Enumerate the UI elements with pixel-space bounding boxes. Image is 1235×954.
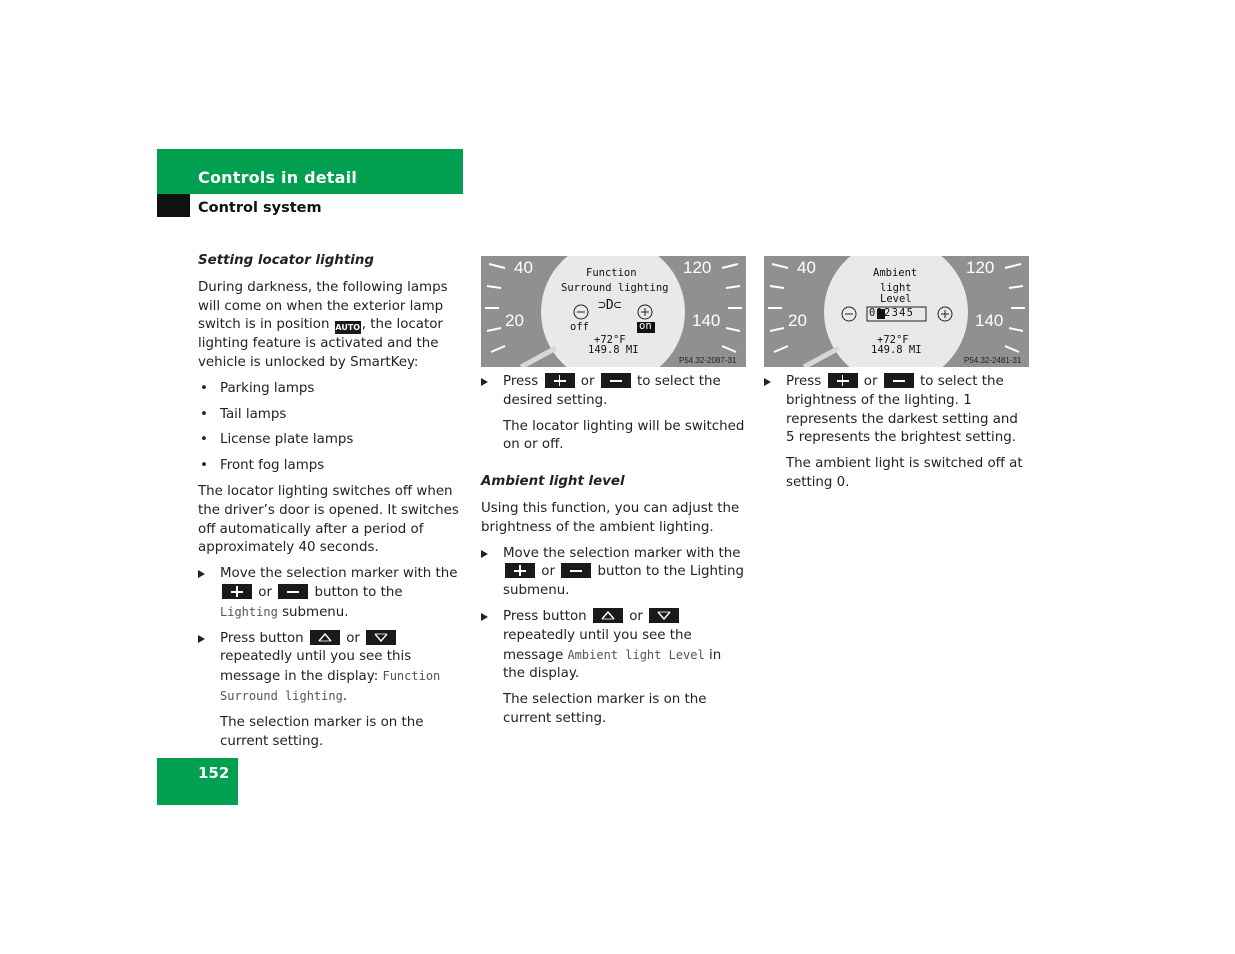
down-button-icon xyxy=(366,630,396,645)
plus-button-icon xyxy=(505,563,535,578)
heading-ambient-light: Ambient light level xyxy=(481,474,625,490)
step-move-marker: Move the selection marker with the or button to the Lighting submenu. xyxy=(481,545,747,601)
auto-key-icon: AUTO xyxy=(335,323,361,333)
minus-button-icon xyxy=(561,563,591,578)
section-title: Controls in detail xyxy=(198,168,357,187)
ambient-off-note: The ambient light is switched off at setting 0. xyxy=(786,456,1023,490)
down-button-icon xyxy=(649,608,679,623)
heading-locator-lighting: Setting locator lighting xyxy=(198,253,374,268)
step-arrow-icon xyxy=(198,635,205,643)
intro-paragraph: During darkness, the following lamps will come on when the exterior lamp switch is in position AUTO , the locator lighting feature is activated and the vehicle is unlocked by SmartKey: xyxy=(198,279,448,370)
list-item: • Tail lamps xyxy=(198,406,464,425)
headlamp-icon: ⊃D⊂ xyxy=(598,298,622,313)
step-arrow-icon xyxy=(764,378,771,386)
step-select-brightness: Press or to select the brightness of the lighting. 1 represents the darkest setting and 5 represents the brightest setting. xyxy=(764,373,1030,448)
plus-button-icon xyxy=(545,373,575,388)
column-3 xyxy=(764,373,1030,500)
column-1 xyxy=(198,252,464,758)
step-arrow-icon xyxy=(481,378,488,386)
column-2 xyxy=(481,373,747,736)
page-number: 152 xyxy=(198,764,230,782)
plus-button-icon xyxy=(828,373,858,388)
step-move-marker: Move the selection marker with the or button to the Lighting submenu. xyxy=(198,565,464,622)
minus-button-icon xyxy=(884,373,914,388)
step-arrow-icon xyxy=(481,550,488,558)
ambient-paragraph: Using this function, you can adjust the brightness of the ambient lighting. xyxy=(481,500,740,535)
list-item: • Front fog lamps xyxy=(198,457,464,476)
up-button-icon xyxy=(310,630,340,645)
subsection-title: Control system xyxy=(198,200,322,216)
locator-switch-note: The locator lighting will be switched on or off. xyxy=(503,418,745,453)
selection-note: The selection marker is on the current setting. xyxy=(220,714,424,749)
locator-off-paragraph: The locator lighting switches off when the driver’s door is opened. It switches off automatically after a period of approximately 40 seconds. xyxy=(198,483,459,556)
up-button-icon xyxy=(593,608,623,623)
minus-button-icon xyxy=(601,373,631,388)
minus-button-icon xyxy=(278,584,308,599)
instrument-display-surround-lighting: 40 120 20 140 Function Surround lighting ⊃D⊂ off on +72°F 149.8 MI P54.32-2087-31 xyxy=(481,256,746,367)
step-select-setting: Press or to select the desired setting. xyxy=(481,373,747,411)
subsection-marker xyxy=(157,194,190,217)
selection-note: The selection marker is on the current setting. xyxy=(503,692,707,726)
instrument-display-ambient-light: 40 120 20 140 Ambient light Level 012345 +72°F 149.8 MI P54.32-2481-31 xyxy=(764,256,1029,367)
list-item: • License plate lamps xyxy=(198,431,464,450)
step-press-button: Press button or repeatedly until you see the message Ambient light Level in the display. xyxy=(481,608,747,684)
plus-button-icon xyxy=(222,584,252,599)
step-press-button: Press button or repeatedly until you see this message in the display: Function Surround lighting. xyxy=(198,630,464,707)
step-arrow-icon xyxy=(198,570,205,578)
step-arrow-icon xyxy=(481,613,488,621)
list-item: • Parking lamps xyxy=(198,380,464,399)
